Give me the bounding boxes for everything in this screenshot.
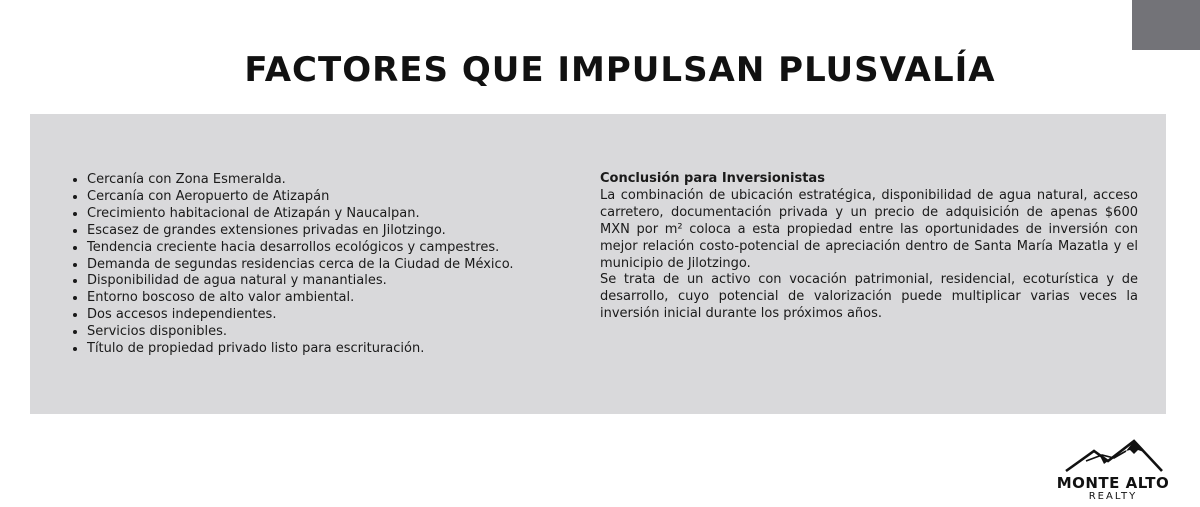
list-item: • Dos accesos independientes. <box>87 307 617 324</box>
logo-subtitle: REALTY <box>1088 491 1138 502</box>
list-item: • Cercanía con Aeropuerto de Atizapán <box>87 189 617 206</box>
list-item: • Crecimiento habitacional de Atizapán y Naucalpan. <box>87 206 617 223</box>
conclusion-section <box>600 171 1138 323</box>
conclusion-heading: Conclusión para Inversionistas <box>600 171 825 186</box>
logo-name: MONTE ALTO <box>1056 474 1170 492</box>
list-item: • Título de propiedad privado listo para escrituración. <box>87 341 617 358</box>
content-panel <box>30 114 1166 414</box>
factors-list <box>70 172 617 358</box>
conclusion-paragraph: La combinación de ubicación estratégica, disponibilidad de agua natural, acceso carretero, documentación privada y un precio de adquisición de apenas $600 MXN por m² coloca a esta propiedad entre las oportunidades de inversión con mejor relación costo-potencial de apreciación dentro de Santa María Mazatla y el municipio de Jilotzingo. <box>600 187 1138 271</box>
list-item: • Disponibilidad de agua natural y manantiales. <box>87 273 617 290</box>
brand-logo <box>1030 438 1196 504</box>
list-item: • Entorno boscoso de alto valor ambiental. <box>87 290 617 307</box>
list-item: • Servicios disponibles. <box>87 324 617 341</box>
page-title: FACTORES QUE IMPULSAN PLUSVALÍA <box>244 50 996 90</box>
list-item: • Cercanía con Zona Esmeralda. <box>87 172 617 189</box>
conclusion-paragraph: Se trata de un activo con vocación patrimonial, residencial, ecoturística y de desarrollo, cuyo potencial de valorización puede multiplicar varias veces la inversión inicial durante los próximos años. <box>600 272 1138 322</box>
list-item: • Demanda de segundas residencias cerca de la Ciudad de México. <box>87 257 617 274</box>
list-item: • Tendencia creciente hacia desarrollos ecológicos y campestres. <box>87 240 617 257</box>
list-item: • Escasez de grandes extensiones privadas en Jilotzingo. <box>87 223 617 240</box>
mountain-icon <box>1064 438 1164 474</box>
corner-accent-block <box>1132 0 1200 50</box>
